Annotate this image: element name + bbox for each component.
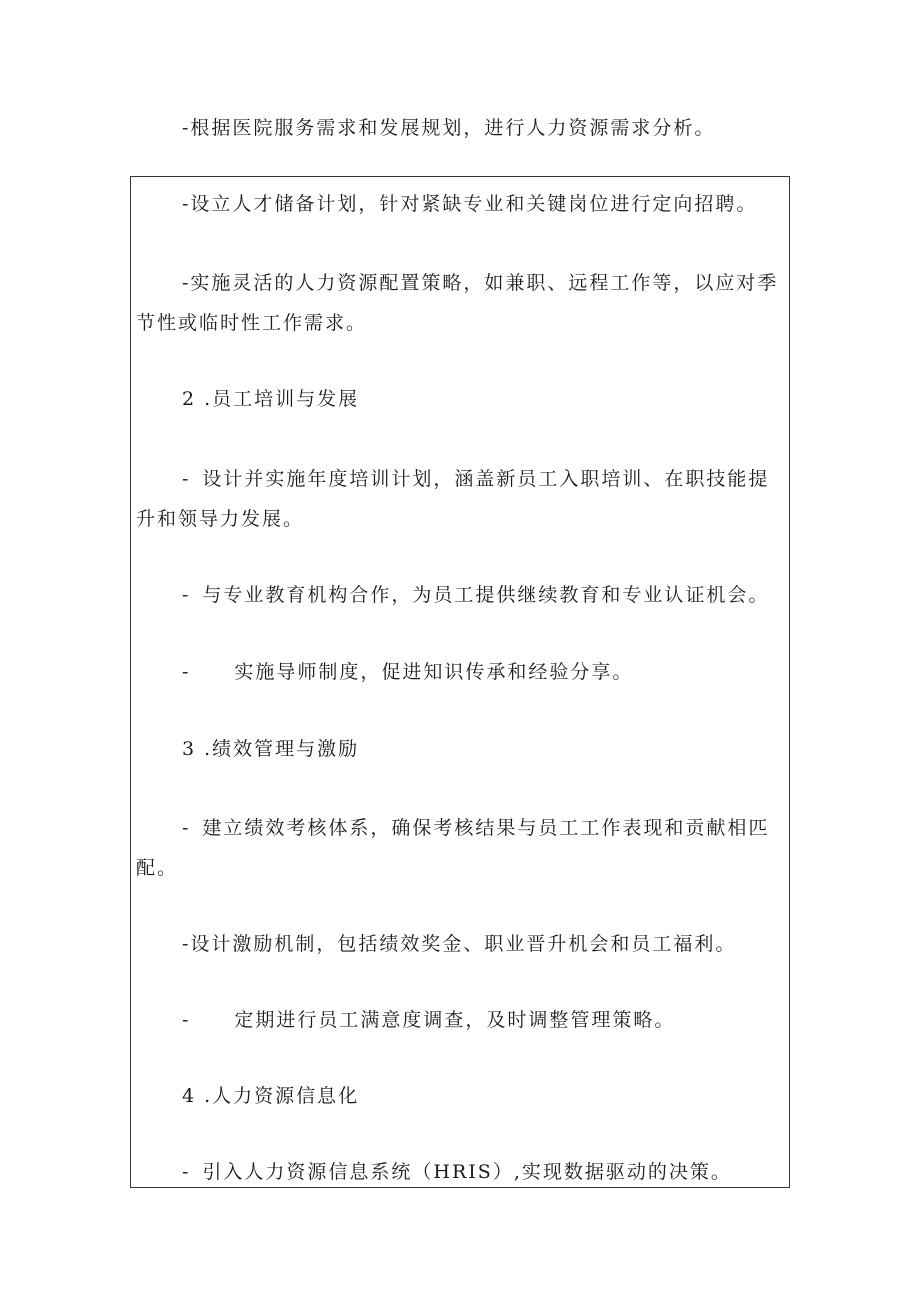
list-item-text: -实施灵活的人力资源配置策略，如兼职、远程工作等，以应对季节性或临时性工作需求。 — [136, 272, 779, 334]
dash-marker: - — [182, 661, 191, 683]
list-item-text: 引入人力资源信息系统（HRIS）,实现数据驱动的决策。 — [202, 1161, 732, 1183]
list-item — [182, 1160, 732, 1184]
list-item-text: 建立绩效考核体系，确保考核结果与员工工作表现和贡献相匹配。 — [136, 817, 770, 879]
list-item-text: 设计并实施年度培训计划，涵盖新员工入职培训、在职技能提升和领导力发展。 — [136, 468, 770, 530]
section-heading: 4 .人力资源信息化 — [182, 1085, 360, 1107]
section-heading: 2 .员工培训与发展 — [182, 388, 360, 410]
dash-marker: - — [182, 1161, 191, 1183]
list-item-text: 定期进行员工满意度调查，及时调整管理策略。 — [234, 1009, 676, 1031]
list-item: -设立人才储备计划，针对紧缺专业和关键岗位进行定向招聘。 — [182, 193, 758, 215]
intro-line: -根据医院服务需求和发展规划，进行人力资源需求分析。 — [182, 117, 716, 139]
dash-marker: - — [182, 1009, 191, 1031]
list-item: -设计激励机制，包括绩效奖金、职业晋升机会和员工福利。 — [182, 933, 737, 955]
list-item-text: 实施导师制度，促进知识传承和经验分享。 — [234, 661, 634, 683]
dash-marker: - — [182, 584, 191, 606]
list-item — [182, 1008, 675, 1032]
section-heading: 3 .绩效管理与激励 — [182, 738, 360, 760]
dash-marker: - — [182, 468, 191, 490]
list-item — [136, 459, 786, 539]
dash-marker: - — [182, 817, 191, 839]
list-item — [136, 808, 786, 888]
list-item-text: 与专业教育机构合作，为员工提供继续教育和专业认证机会。 — [202, 584, 770, 606]
list-item — [136, 263, 786, 343]
list-item — [182, 583, 769, 607]
list-item — [182, 660, 633, 684]
